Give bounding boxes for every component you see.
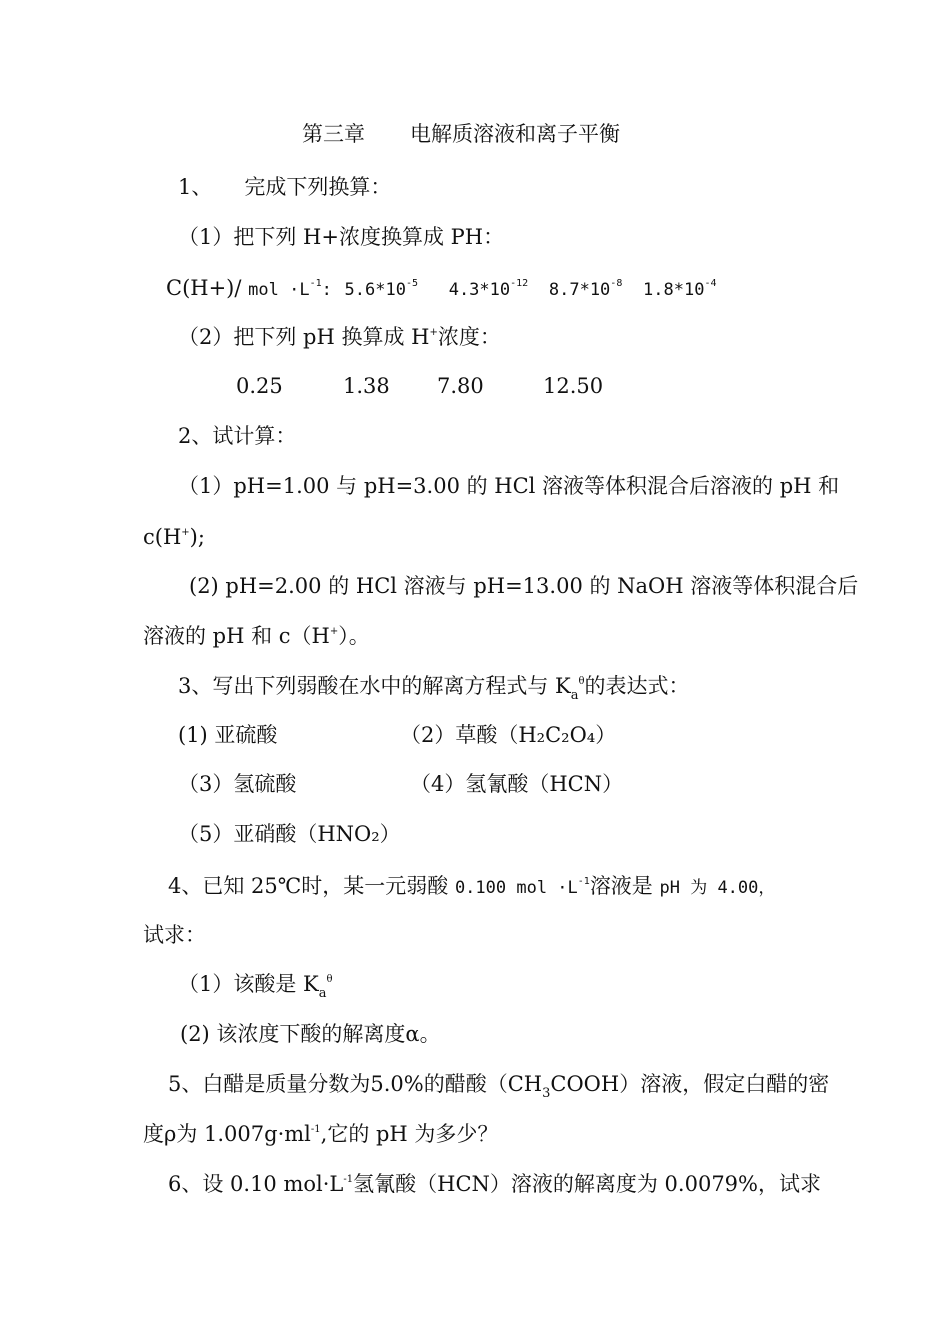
concentration-value: $8.7*10^{-8}$ bbox=[548, 278, 623, 300]
question-4-line-2: 试求： bbox=[143, 923, 206, 947]
acid-item-5: （5）亚硝酸（HNO₂） bbox=[178, 822, 401, 846]
question-3-heading: 3、写出下列弱酸在水中的解离方程式与 $K_a^\theta$的表达式： bbox=[178, 674, 690, 703]
acid-item-3: （3）氢硫酸 bbox=[178, 772, 297, 796]
chapter-name: 电解质溶液和离子平衡 bbox=[410, 122, 620, 146]
question-5-line-2: 度ρ为 $1.007g\cdot ml^{-1}$,它的 pH 为多少？ bbox=[143, 1122, 499, 1146]
question-5-line-1: 5、白醋是质量分数为5.0%的醋酸$(CH_3COOH)$溶液，假定白醋的密 bbox=[168, 1072, 830, 1101]
question-4-part-2: (2) 该浓度下酸的解离度α。 bbox=[180, 1022, 441, 1046]
concentration-row bbox=[166, 274, 717, 304]
concentration-unit: mol $\cdot L^{-1}$: bbox=[248, 278, 332, 300]
chapter-number: 第三章 bbox=[302, 122, 365, 146]
concentration-value: $1.8*10^{-4}$ bbox=[643, 278, 717, 300]
acid-item-2: （2）草酸（H₂C₂O₄） bbox=[400, 723, 617, 747]
ph-value: 12.50 bbox=[543, 374, 604, 398]
question-1-part-2: （2）把下列 pH 换算成 H+浓度： bbox=[178, 325, 501, 349]
question-6-line-1: 6、设 0.10 $mol\cdot L^{-1}$氢氰酸（HCN）溶液的解离度为 0.0079%，试求 bbox=[168, 1172, 821, 1196]
question-1-heading: 1、 完成下列换算： bbox=[178, 175, 392, 199]
concentration-value: $5.6*10^{-5}$ bbox=[344, 278, 419, 300]
chapter-title bbox=[302, 120, 620, 148]
question-2-heading: 2、试计算： bbox=[178, 424, 297, 448]
acid-item-4: （4）氢氰酸（HCN） bbox=[410, 772, 624, 796]
question-2-part-1: （1）pH=1.00 与 pH=3.00 的 HCl 溶液等体积混合后溶液的 pH 和 bbox=[178, 474, 840, 498]
question-4-part-1: （1）该酸是 $K_a^\theta$ bbox=[178, 972, 333, 1001]
concentration-value: $4.3*10^{-12}$ bbox=[448, 278, 529, 300]
ph-value: 7.80 bbox=[437, 374, 484, 398]
question-2-part-1-cont: c(H+); bbox=[143, 525, 205, 549]
question-2-part-2: (2) pH=2.00 的 HCl 溶液与 pH=13.00 的 NaOH 溶液等体积混合后 bbox=[189, 574, 859, 598]
ph-value: 1.38 bbox=[343, 374, 390, 398]
acid-item-1: (1) 亚硫酸 bbox=[178, 723, 278, 747]
question-4-line-1: 4、已知 25℃时，某一元弱酸 0.100 mol $\cdot L^{-1}$溶液是 pH 为 4.00， bbox=[168, 874, 776, 898]
question-1-part-1: （1）把下列 H+浓度换算成 PH： bbox=[178, 225, 505, 249]
question-2-part-2-cont: 溶液的 pH 和 c（H+）。 bbox=[143, 624, 370, 648]
concentration-label: C(H+)/ bbox=[166, 276, 242, 300]
ph-value: 0.25 bbox=[236, 374, 283, 398]
